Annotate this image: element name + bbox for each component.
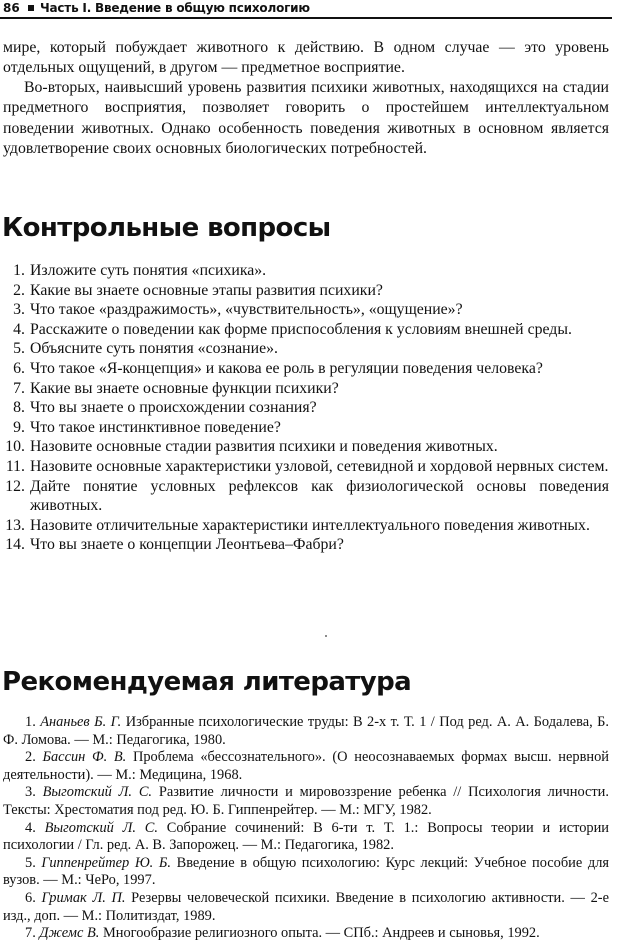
running-title: Часть I. Введение в общую психологию [40,1,310,15]
literature-author: Ананьев Б. Г. [40,714,122,730]
question-item [3,437,609,457]
literature-number: 5. [25,854,36,871]
question-item [3,535,609,555]
question-text: Какие вы знаете основные функции психики? [30,379,339,397]
literature-author: Гримак Л. П. [41,889,126,906]
question-item [3,516,609,536]
literature-author: Бассин Ф. В. [42,749,127,766]
page-header [0,0,620,18]
literature-heading: Рекомендуемая литература [2,667,412,697]
question-number: 13. [5,516,25,534]
question-item [3,379,609,399]
question-text: Что вы знаете о происхождении сознания? [30,399,317,417]
literature-text: Проблема «бессознательного». (О неосознаваемых формах высш. нервной деятельности). — М.: Медицина, 1968. [3,749,609,783]
literature-list [3,714,609,943]
question-text: Расскажите о поведении как форме приспособления к условиям внешней среды. [30,320,572,338]
question-text: Что вы знаете о концепции Леонтьева–Фабри? [30,536,344,554]
questions-list [3,261,609,555]
literature-item [3,890,609,925]
question-item [3,320,609,340]
intro-paragraph-1: мире, который побуждает животного к действию. В одном случае — это уровень отдельных ощущений, в другом — предметное восприятие. [3,39,609,77]
page-number: 86 [3,1,20,15]
question-text: Назовите отличительные характеристики интеллектуального поведения животных. [30,516,590,534]
question-number: 14. [5,536,25,554]
question-number: 8. [13,399,25,417]
question-text: Назовите основные характеристики узловой, сетевидной и хордовой нервных систем. [30,457,609,475]
question-number: 4. [13,320,25,338]
question-number: 12. [5,477,25,495]
literature-author: Гиппенрейтер Ю. Б. [41,854,171,871]
literature-number: 7. [25,925,36,942]
header-rule [0,17,612,19]
literature-number: 3. [25,784,36,801]
intro-paragraph-2: Во-вторых, наивысший уровень развития психики животных, находящихся на стадии предметного восприятия, позволяет говорить о простейшем интеллектуальном поведении животных. Однако особенность поведения животных в основном является удовлетворение своих основных биологических потребностей. [3,79,609,157]
question-number: 1. [13,262,25,279]
question-text: Что такое «Я-концепция» и какова ее роль в регуляции поведения человека? [30,359,543,377]
literature-text: Введение в общую психологию: Курс лекций: Учебное пособие для вузов. — М.: ЧеРо, 1997. [3,854,609,889]
literature-item [3,925,609,943]
literature-item [3,749,609,784]
literature-text: Многообразие религиозного опыта. — СПб.: Андреев и сыновья, 1992. [102,925,540,942]
literature-number: 4. [25,819,36,836]
question-text: Назовите основные стадии развития психики и поведения животных. [30,438,498,456]
question-text: Объясните суть понятия «сознание». [30,340,278,358]
question-number: 5. [13,340,25,358]
question-item [3,359,609,379]
question-number: 3. [13,301,25,319]
literature-number: 2. [25,749,36,766]
question-number: 2. [13,281,25,299]
literature-item [3,714,609,749]
literature-item [3,855,609,890]
question-item [3,418,609,438]
literature-author: Джемс В. [39,925,100,942]
literature-text: Резервы человеческой психики. Введение в психологию активности. — 2-е изд., доп. — М.: Политиздат, 1989. [3,889,609,924]
question-number: 9. [13,418,25,436]
literature-item [3,784,609,819]
print-speck [325,635,327,637]
literature-text: Избранные психологические труды: В 2-х т. Т. 1 / Под ред. А. А. Бодалева, Б. Ф. Ломова. — М.: Педагогика, 1980. [3,714,609,748]
literature-number: 6. [25,889,36,906]
question-text: Дайте понятие условных рефлексов как физиологической основы поведения животных. [30,477,609,515]
literature-number: 1. [25,714,36,730]
question-text: Какие вы знаете основные этапы развития психики? [30,281,383,299]
question-item [3,398,609,418]
question-item [3,457,609,477]
question-text: Что такое «раздражимость», «чувствительность», «ощущение»? [30,301,463,319]
question-number: 11. [5,457,25,475]
question-item [3,261,609,281]
literature-text: Развитие личности и мировоззрение ребенка // Психология личности. Тексты: Хрестоматия под ред. Ю. Б. Гиппенрейтер. — М.: МГУ, 1982. [3,784,609,818]
square-bullet-icon [28,5,34,11]
question-item [3,281,609,301]
question-item [3,300,609,320]
question-number: 7. [13,379,25,397]
question-text: Что такое инстинктивное поведение? [30,418,281,436]
literature-item [3,820,609,855]
question-item [3,477,609,516]
literature-text: Собрание сочинений: В 6-ти т. Т. 1.: Вопросы теории и истории психологии / Гл. ред. А. В. Запорожец. — М.: Педагогика, 1982. [3,819,609,854]
questions-heading: Контрольные вопросы [2,213,331,243]
question-item [3,339,609,359]
question-number: 10. [5,438,25,456]
question-number: 6. [13,359,25,377]
question-text: Изложите суть понятия «психика». [30,262,267,279]
literature-author: Выготский Л. С. [44,819,158,836]
literature-author: Выготский Л. С. [42,784,153,801]
